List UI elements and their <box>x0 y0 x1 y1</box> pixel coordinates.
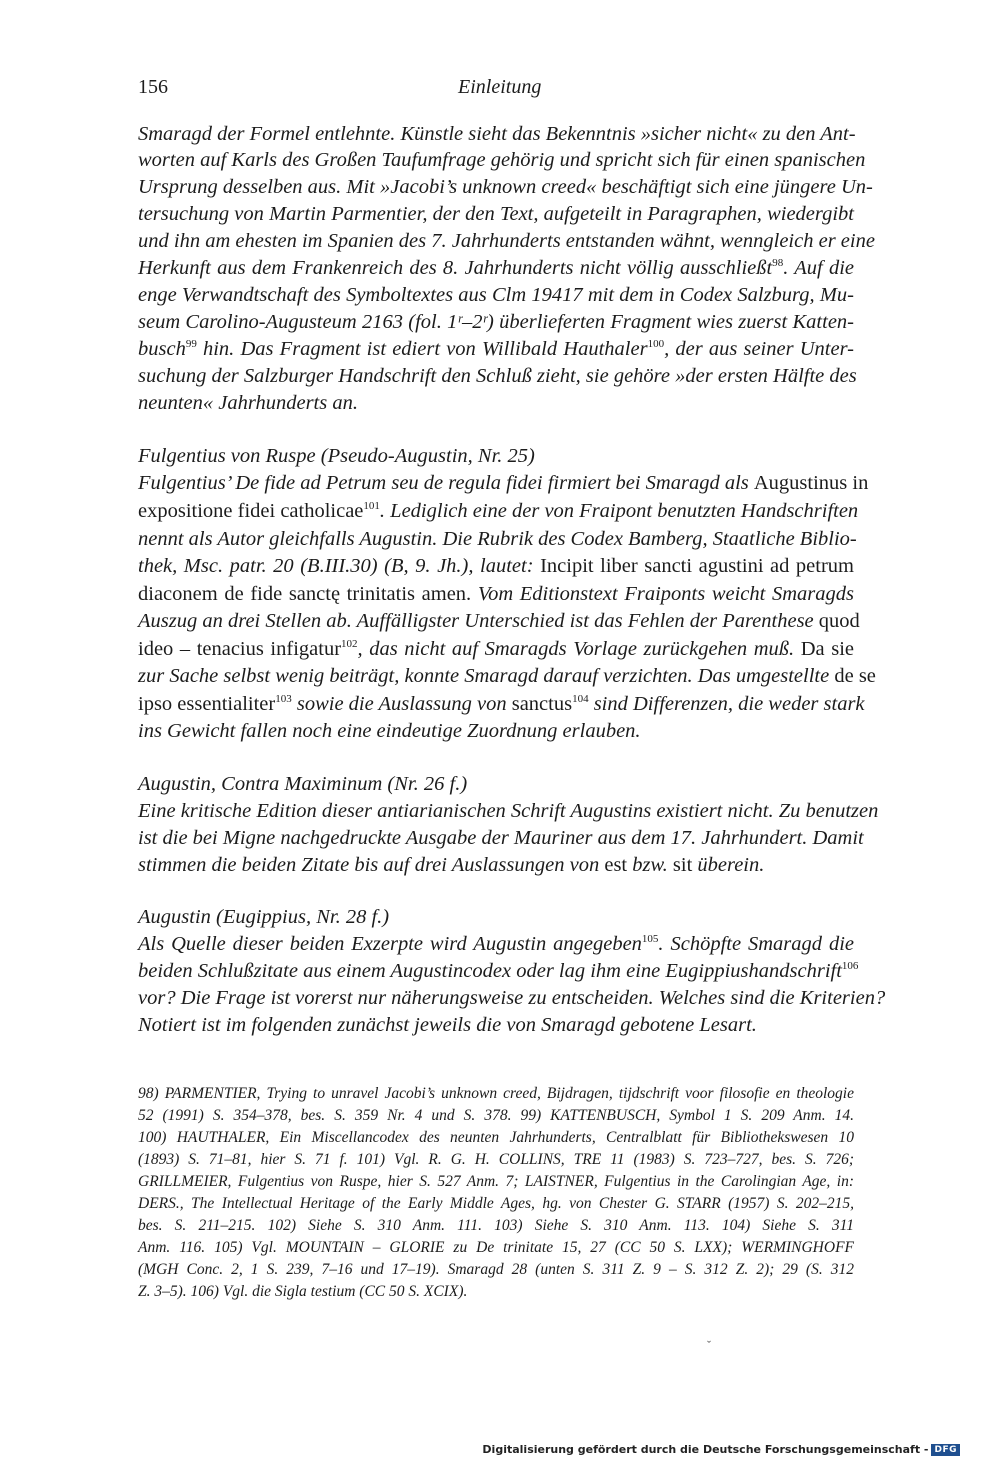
text-run: Herkunft aus dem Frankenreich des 8. Jahrhunderts nicht völlig ausschließt <box>138 257 773 279</box>
scan-mark: ˇ <box>707 1338 711 1352</box>
text-run: ins Gewicht fallen noch eine eindeutige Zuordnung erlauben. <box>138 720 641 742</box>
section-heading: Augustin (Eugippius, Nr. 28 f.) <box>138 906 390 928</box>
text-line <box>138 581 854 607</box>
text-line <box>138 852 854 878</box>
latin-quote: est <box>604 854 628 876</box>
section-heading: Augustin, Contra Maximinum (Nr. 26 f.) <box>138 773 468 795</box>
footnote-line: Anm. 116. 105) Vgl. MOUNTAIN – GLORIE zu De trinitate 15, 27 (CC 50 S. LXX); WERMINGHOFF <box>138 1239 854 1256</box>
latin-quote: diaconem de fide sanctę trinitatis amen. <box>138 583 478 605</box>
text-line <box>138 526 857 552</box>
footnote-line: GRILLMEIER, Fulgentius von Ruspe, hier S. 527 Anm. 7; LAISTNER, Fulgentius in the Carolingian Age, in: <box>138 1173 854 1190</box>
latin-quote: Augustinus in <box>753 472 869 494</box>
text-line <box>138 608 860 634</box>
text-line <box>138 691 865 717</box>
text-run: thek, Msc. patr. 20 (B.III.30) (B, 9. Jh.), lautet: <box>138 555 541 577</box>
text-run: Eine kritische Edition dieser antiarianischen Schrift Augustins existiert nicht. Zu benutzen <box>138 800 879 822</box>
footnote-ref: 100 <box>647 338 665 350</box>
text-run: und ihn am ehesten im Spanien des 7. Jahrhunderts entstanden wähnt, wenngleich er eine <box>138 230 875 252</box>
text-run: Smaragd der Formel entlehnte. Künstle sieht das Bekenntnis »sicher nicht« zu den Ant- <box>138 123 856 145</box>
footnote-ref: 103 <box>275 693 292 705</box>
text-line <box>138 985 886 1011</box>
text-line <box>138 282 854 308</box>
text-line <box>138 309 854 335</box>
text-line <box>138 825 864 851</box>
text-line <box>138 718 854 744</box>
text-run: neunten« Jahrhunderts an. <box>138 392 358 414</box>
text-line <box>138 798 879 824</box>
text-line <box>138 363 857 389</box>
text-line <box>138 147 866 173</box>
footnote-line: 98) PARMENTIER, Trying to unravel Jacobi’s unknown creed, Bijdragen, tijdschrift voor filosofie en theologie <box>138 1085 854 1102</box>
text-run: hin. Das Fragment ist ediert von Willibald Hauthaler <box>196 338 648 360</box>
text-run: . Auf die <box>783 257 854 279</box>
text-run: zur Sache selbst wenig beiträgt, konnte Smaragd darauf verzichten. Das umgestellte <box>138 665 835 687</box>
text-line <box>138 121 854 147</box>
text-run: Fulgentius’ De fide ad Petrum seu de regula fidei firmiert bei Smaragd als <box>138 472 754 494</box>
text-run: busch <box>138 338 186 360</box>
text-run: suchung der Salzburger Handschrift den Schluß zieht, sie gehöre »der ersten Hälfte des <box>138 365 857 387</box>
text-run: Ursprung desselben aus. Mit »Jacobi’s unknown creed« beschäftigt sich eine jüngere Un- <box>138 176 873 198</box>
latin-quote: sit <box>672 854 693 876</box>
latin-quote: ideo – tenacius infigatur <box>138 638 342 660</box>
text-run: ist die bei Migne nachgedruckte Ausgabe der Mauriner aus dem 17. Jahrhundert. Damit <box>138 827 864 849</box>
latin-quote: expositione fidei catholicae <box>138 500 364 522</box>
text-run: vor? Die Frage ist vorerst nur näherungsweise zu entscheiden. Welches sind die Kriterien? <box>138 987 886 1009</box>
text-line <box>138 931 854 957</box>
footnote-ref: 104 <box>572 693 589 705</box>
text-run: , der aus seiner Unter- <box>664 338 854 360</box>
text-run: Als Quelle dieser beiden Exzerpte wird Augustin angegeben <box>138 933 642 955</box>
text-line <box>138 1012 854 1038</box>
footnote-line: 100) HAUTHALER, Ein Miscellancodex des neunten Jahrhunderts, Centralblatt für Bibliothekswesen 10 <box>138 1129 854 1146</box>
text-run: sowie die Auslassung von <box>291 693 512 715</box>
footnote-ref: 102 <box>341 638 358 650</box>
digitization-credit <box>482 1443 960 1456</box>
text-run: Vom Editionstext Fraiponts weicht Smaragds <box>477 583 854 605</box>
text-line <box>138 958 859 984</box>
text-line <box>138 636 854 662</box>
latin-quote: ipso essentialiter <box>138 693 276 715</box>
footnote-line: bes. S. 211–215. 102) Siehe S. 310 Anm. 111. 103) Siehe S. 310 Anm. 113. 104) Siehe S. 311 <box>138 1217 854 1234</box>
text-run: Notiert ist im folgenden zunächst jeweils die von Smaragd gebotene Lesart. <box>138 1014 757 1036</box>
section-heading: Fulgentius von Ruspe (Pseudo-Augustin, Nr. 25) <box>138 445 535 467</box>
text-run: stimmen die beiden Zitate bis auf drei Auslassungen von <box>138 854 605 876</box>
footnote-ref: 101 <box>363 500 380 512</box>
latin-quote: Incipit liber sancti agustini ad petrum <box>540 555 854 577</box>
text-run: tersuchung von Martin Parmentier, der den Text, aufgeteilt in Paragraphen, wiedergibt <box>138 203 854 225</box>
text-run: beiden Schlußzitate aus einem Augustincodex oder lag ihm eine Eugippiushandschrift <box>138 960 842 982</box>
text-run: sind Differenzen, die weder stark <box>588 693 865 715</box>
footnote-line: (MGH Conc. 2, 1 S. 239, 7–16 und 17–19). Smaragd 28 (unten S. 311 Z. 9 – S. 312 Z. 2); 29 (S. 312 <box>138 1261 854 1278</box>
text-run: bzw. <box>627 854 673 876</box>
latin-quote: sanctus <box>511 693 573 715</box>
footnote-line: DERS., The Intellectual Heritage of the Early Middle Ages, hg. von Chester G. STARR (1957) S. 202–215, <box>138 1195 854 1212</box>
footnote-ref: 105 <box>641 933 659 945</box>
text-line <box>138 336 854 362</box>
footnote-ref: 98 <box>772 257 784 269</box>
footnote-line: Z. 3–5). 106) Vgl. die Sigla testium (CC 50 S. XCIX). <box>138 1283 468 1300</box>
latin-quote: quod <box>818 610 860 632</box>
text-run: . Lediglich eine der von Fraipont benutzten Handschriften <box>379 500 859 522</box>
text-line <box>138 470 869 496</box>
text-run: nennt als Autor gleichfalls Augustin. Die Rubrik des Codex Bamberg, Staatliche Biblio- <box>138 528 857 550</box>
text-line <box>138 553 854 579</box>
footnote-ref: 99 <box>185 338 197 350</box>
text-line <box>138 174 873 200</box>
footnote-line: (1893) S. 71–81, hier S. 71 f. 101) Vgl. R. G. H. COLLINS, TRE 11 (1983) S. 723–727, bes. S. 726; <box>138 1151 854 1168</box>
text-line <box>138 201 854 227</box>
text-run: Da sie <box>800 638 854 660</box>
text-line <box>138 255 854 281</box>
text-run: Auszug an drei Stellen ab. Auffälligster Unterschied ist das Fehlen der Parenthese <box>138 610 819 632</box>
text-line <box>138 228 875 254</box>
text-run: seum Carolino-Augusteum 2163 (fol. 1ʳ–2ʳ) überlieferten Fragment wies zuerst Katten- <box>138 311 854 333</box>
credit-text: Digitalisierung gefördert durch die Deutsche Forschungsgemeinschaft - <box>482 1443 929 1456</box>
dfg-logo: DFG <box>931 1444 960 1456</box>
footnote-line: 52 (1991) S. 354–378, bes. S. 359 Nr. 4 und S. 378. 99) KATTENBUSCH, Symbol 1 S. 209 Anm. 14. <box>138 1107 854 1124</box>
text-line <box>138 390 854 416</box>
text-run: enge Verwandtschaft des Symboltextes aus Clm 19417 mit dem in Codex Salzburg, Mu- <box>138 284 854 306</box>
text-run: überein. <box>692 854 765 876</box>
footnote-ref: 106 <box>841 960 859 972</box>
text-line <box>138 498 859 524</box>
text-run: worten auf Karls des Großen Taufumfrage gehörig und spricht sich für einen spanischen <box>138 149 866 171</box>
text-run: , das nicht auf Smaragds Vorlage zurückgehen muß. <box>357 638 801 660</box>
text-line <box>138 663 876 689</box>
text-run: . Schöpfte Smaragd die <box>658 933 854 955</box>
latin-quote: de se <box>834 665 876 687</box>
running-head: Einleitung <box>458 76 542 98</box>
page-number: 156 <box>138 76 168 98</box>
